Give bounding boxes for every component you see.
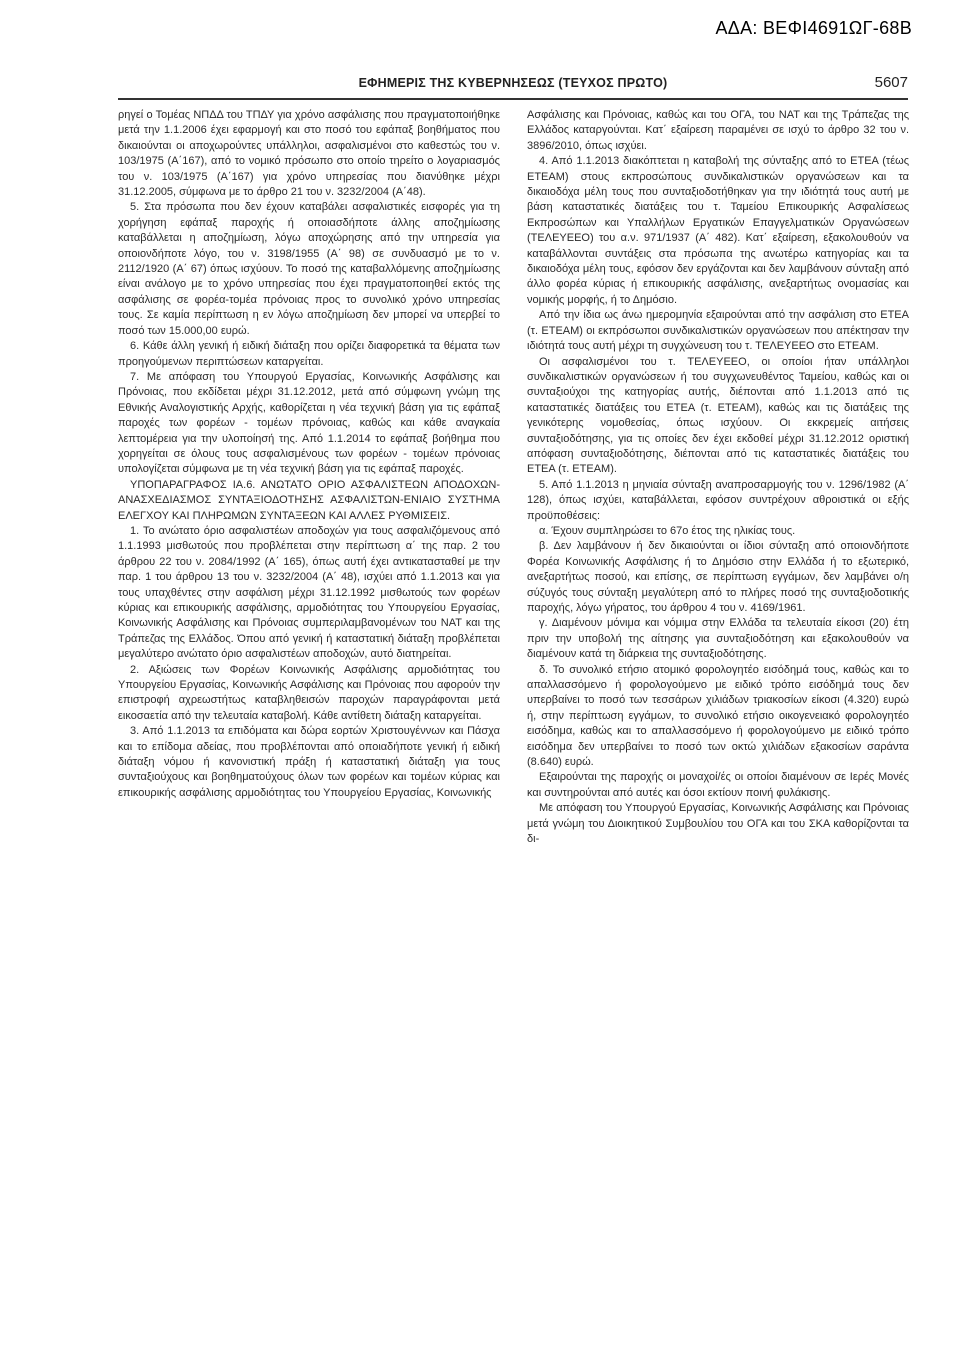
paragraph: 2. Αξιώσεις των Φορέων Κοινωνικής Ασφάλισης αρμοδιότητας του Υπουργείου Εργασίας, Κοινωνικής Ασφάλισης και Πρόνοιας που αφορούν την επιστροφή αχρεωστήτως καταβληθεισών παροχών παραγράφονται μετά εικοσαετία από την τελευταία καταβολή. Κάθε αντίθετη διάταξη καταργείται. <box>118 663 500 722</box>
paragraph: Με απόφαση του Υπουργού Εργασίας, Κοινωνικής Ασφάλισης και Πρόνοιας μετά γνώμη του Διοικητικού Συμβουλίου του ΟΓΑ και του ΣΚΑ καθορίζονται τα δι- <box>527 802 909 846</box>
paragraph: δ. Το συνολικό ετήσιο ατομικό φορολογητέο εισόδημά τους, καθώς και το απαλλασσόμενο ή φορολογούμενο με ειδικό τρόπο εισόδημά τους δεν υπερβαίνει το ποσό των τεσσάρων χιλιάδων τριακοσίων είκοσι (4.320) ευρώ ή, στην περίπτωση εγγάμων, το συνολικό ετήσιο οικογενειακό φορολογητέο εισόδημα, καθώς και το απαλλασσόμενο ή φορολογούμενο με ειδικό τρόπο εισόδημα δεν υπερβαίνει το ποσό των οκτώ χιλιάδων εξακοσίων σαράντα (8.640) ευρώ. <box>527 663 909 769</box>
paragraph: γ. Διαμένουν μόνιμα και νόμιμα στην Ελλάδα τα τελευταία είκοσι (20) έτη πριν την υποβολή της αίτησης για συνταξιοδότηση και εξακολουθούν να διαμένουν κατά τη διάρκεια της συνταξιοδότησης. <box>527 617 909 661</box>
page-number: 5607 <box>874 74 908 91</box>
paragraph: Οι ασφαλισμένοι του τ. ΤΕΛΕΥΕΕΟ, οι οποίοι ήταν υπάλληλοι συνδικαλιστικών οργανώσεων ή του συγχωνευθέντος Ταμείου, καθώς και οι συνταξιούχοι της κατηγορίας αυτής, διέπονται από 1.1.2013 από τις καταστατικές διατάξεις του ΕΤΕΑ (τ. ΕΤΕΑΜ), καθώς και τις διατάξεις της γενικότερης νομοθεσίας, όπως ισχύουν. Οι εκκρεμείς αιτήσεις συνταξιοδότησης, για τις οποίες δεν έχει εκδοθεί μέχρι 31.12.2012 οριστική απόφαση συνταξιοδότησης, διέπονται από τις καταστατικές διατάξεις του ΕΤΕΑ (τ. ΕΤΕΑΜ). <box>527 355 909 476</box>
paragraph: Εξαιρούνται της παροχής οι μοναχοί/ές οι οποίοι διαμένουν σε Ιερές Μονές και συντηρούνται από αυτές και όσοι εκτίουν ποινή φυλάκισης. <box>527 771 909 799</box>
paragraph: 3. Από 1.1.2013 τα επιδόματα και δώρα εορτών Χριστουγέννων και Πάσχα και το επίδομα αδείας, που προβλέπονται από οποιαδήποτε γενική ή ειδική διάταξη νόμου ή κανονιστική πράξη ή καταστατική διάταξη για τους συνταξιούχους και βοηθηματούχους όλων των φορέων και τομέων κύριας και επικουρικής ασφάλισης αρμοδιότητας του Υπουργείου Εργασίας, Κοινωνικής <box>118 725 500 799</box>
paragraph: 4. Από 1.1.2013 διακόπτεται η καταβολή της σύνταξης από το ΕΤΕΑ (τέως ΕΤΕΑΜ) στους εκπροσώπους συνδικαλιστικών οργανώσεων και τα δικαιοδόχα μέλη τους που συνταξιοδοτήθηκαν για την ιδιότητά τους αυτή με βάση καταστατικές διατάξεις του τ. Ταμείου Επικουρικής Ασφαλίσεως Εκπροσώπων και Υπαλλήλων Εργατικών Επαγγελματικών Οργανώσεων (ΤΕΛΕΥΕΕΟ) του α.ν. 971/1937 (Α΄ 482). Κατ΄ εξαίρεση, εξακολουθούν να καταβάλλονται συντάξεις στα πρόσωπα της ανωτέρω κατηγορίας και τα δικαιοδόχα μέλη τους, εφόσον δεν εργάζονται και δεν λαμβάνουν σύνταξη από άλλο φορέα κύριας ή επικουρικής ασφάλισης, ανεξαρτήτως ονομασίας και νομικής μορφής, ή το Δημόσιο. <box>527 155 909 306</box>
paragraph: Από την ίδια ως άνω ημερομηνία εξαιρούνται από την ασφάλιση στο ΕΤΕΑ (τ. ΕΤΕΑΜ) οι εκπρόσωποι συνδικαλιστικών οργανώσεων που απέκτησαν την ιδιότητά τους αυτή μέχρι τη συγχώνευση του τ. ΤΕΛΕΥΕΕΟ στο ΕΤΕΑΜ. <box>527 309 909 353</box>
right-column <box>527 108 909 848</box>
paragraph: 7. Με απόφαση του Υπουργού Εργασίας, Κοινωνικής Ασφάλισης και Πρόνοιας, που εκδίδεται μέχρι 31.12.2012, μετά από σύμφωνη γνώμη της Εθνικής Αναλογιστικής Αρχής, καθορίζεται η νέα τεχνική βάση για τις εφάπαξ παροχές των φορέων - τομέων πρόνοιας, καθώς και κάθε αναγκαία λεπτομέρεια για την υλοποίησή της. Από 1.1.2014 το εφάπαξ βοήθημα που χορηγείται σε όλους τους ασφαλισμένους των φορέων - τομέων πρόνοιας υπολογίζεται σύμφωνα με τη νέα τεχνική βάση για τις εφάπαξ παροχές. <box>118 370 500 476</box>
page-header <box>118 72 908 96</box>
header-rule <box>118 98 908 100</box>
left-column <box>118 108 500 801</box>
paragraph: Ασφάλισης και Πρόνοιας, καθώς και του ΟΓΑ, του ΝΑΤ και της Τράπεζας της Ελλάδος καταργούνται. Κατ΄ εξαίρεση παραμένει σε ισχύ το άρθρο 32 του ν. 3896/2010, όπως ισχύει. <box>527 109 909 152</box>
paragraph: ρηγεί ο Τομέας ΝΠΔΔ του ΤΠΔΥ για χρόνο ασφάλισης που πραγματοποιήθηκε μετά την 1.1.2006 έχει εφαρμογή και στο ποσό του εφάπαξ βοηθήματος που δικαιούνται οι αποχωρούντες υπάλληλοι, ασφαλισμένοι στο καθεστώς του ν. 103/1975 (Α΄167), από το νομικό πρόσωπο στο οποίο τηρείτο ο λογαριασμός του ν. 103/1975 (Α΄167) για χρόνο υπηρεσίας που διανύθηκε μέχρι 31.12.2005, σύμφωνα με το άρθρο 21 του ν. 3232/2004 (Α΄48). <box>118 109 500 199</box>
ada-code: ΑΔΑ: ΒΕΦΙ4691ΩΓ-68Β <box>715 18 912 38</box>
paragraph: β. Δεν λαμβάνουν ή δεν δικαιούνται οι ίδιοι σύνταξη από οποιονδήποτε Φορέα Κοινωνικής Ασφάλισης ή το Δημόσιο στην Ελλάδα ή το εξωτερικό, ανεξαρτήτως ποσού, και επίσης, σε περίπτωση εγγάμων, δεν λαμβάνει ο/η σύζυγός τους σύνταξη μεγαλύτερη από το πλήρες ποσό της συνταξιοδοτικής παροχής, λόγω γήρατος, του άρθρου 4 του ν. 4169/1961. <box>527 540 909 614</box>
paragraph: α. Έχουν συμπληρώσει το 67ο έτος της ηλικίας τους. <box>539 524 796 537</box>
paragraph: 5. Από 1.1.2013 η μηνιαία σύνταξη αναπροσαρμογής του ν. 1296/1982 (Α΄ 128), όπως ισχύει, καταβάλλεται, εφόσον συντρέχουν αθροιστικά οι εξής προϋποθέσεις: <box>527 478 909 522</box>
paragraph: 5. Στα πρόσωπα που δεν έχουν καταβάλει ασφαλιστικές εισφορές για τη χορήγηση εφάπαξ παροχής ή οποιασδήποτε άλλης αποζημίωσης καταβάλλεται η αποζημίωση, λόγω αποχώρησης από την υπηρεσία για οποιονδήποτε λόγο, του ν. 3198/1955 (Α΄ 98) σε συνδυασμό με το ν. 2112/1920 (Α΄ 67) όπως ισχύουν. Το ποσό της καταβαλλόμενης αποζημίωσης είναι ανάλογο με το χρόνο υπηρεσίας που έχει πραγματοποιηθεί εκτός της ασφάλισης σε φορέα-τομέα πρόνοιας προς το συνολικό χρόνο υπηρεσίας τους. Σε καμία περίπτωση η εν λόγω αποζημίωση δεν μπορεί να υπερβεί το ποσό των 15.000,00 ευρώ. <box>118 201 500 337</box>
gazette-title: ΕΦΗΜΕΡΙΣ ΤΗΣ ΚΥΒΕΡΝΗΣΕΩΣ (ΤΕΥΧΟΣ ΠΡΩΤΟ) <box>358 76 668 90</box>
paragraph: 6. Κάθε άλλη γενική ή ειδική διάταξη που ορίζει διαφορετικά τα θέματα των προηγούμενων περιπτώσεων καταργείται. <box>118 340 500 368</box>
subparagraph-title: ΥΠΟΠΑΡΑΓΡΑΦΟΣ ΙΑ.6. ΑΝΩΤΑΤΟ ΟΡΙΟ ΑΣΦΑΛΙΣΤΕΩΝ ΑΠΟΔΟΧΩΝ-ΑΝΑΣΧΕΔΙΑΣΜΟΣ ΣΥΝΤΑΞΙΟΔΟΤΗΣΗΣ ΑΣΦΑΛΙΣΤΩΝ-ΕΝΙΑΙΟ ΣΥΣΤΗΜΑ ΕΛΕΓΧΟΥ ΚΑΙ ΠΛΗΡΩΜΩΝ ΣΥΝΤΑΞΕΩΝ ΚΑΙ ΑΛΛΕΣ ΡΥΘΜΙΣΕΙΣ. <box>118 478 500 522</box>
paragraph: 1. Το ανώτατο όριο ασφαλιστέων αποδοχών για τους ασφαλιζόμενους από 1.1.1993 μισθωτούς που προβλέπεται στην περίπτωση α΄ της παρ. 2 του άρθρου 22 του ν. 2084/1992 (Α΄ 165), όπως αυτή έχει αντικατασταθεί με την παρ. 1 του άρθρου 13 του ν. 3232/2004 (Α΄ 48), ισχύει από 1.1.2013 και για τους υπαχθέντες στην ασφάλιση μέχρι 31.12.1992 μισθωτούς των φορέων κύριας και επικουρικής ασφάλισης, αρμοδιότητας του Υπουργείου Εργασίας, Κοινωνικής Ασφάλισης και Πρόνοιας συμπεριλαμβανομένων του ΝΑΤ και της Τράπεζας της Ελλάδος. Όπου από γενική ή καταστατική διάταξη προβλέπεται μεγαλύτερο ανώτατο όριο ασφαλιστέων αποδοχών, αυτό διατηρείται. <box>118 524 500 661</box>
